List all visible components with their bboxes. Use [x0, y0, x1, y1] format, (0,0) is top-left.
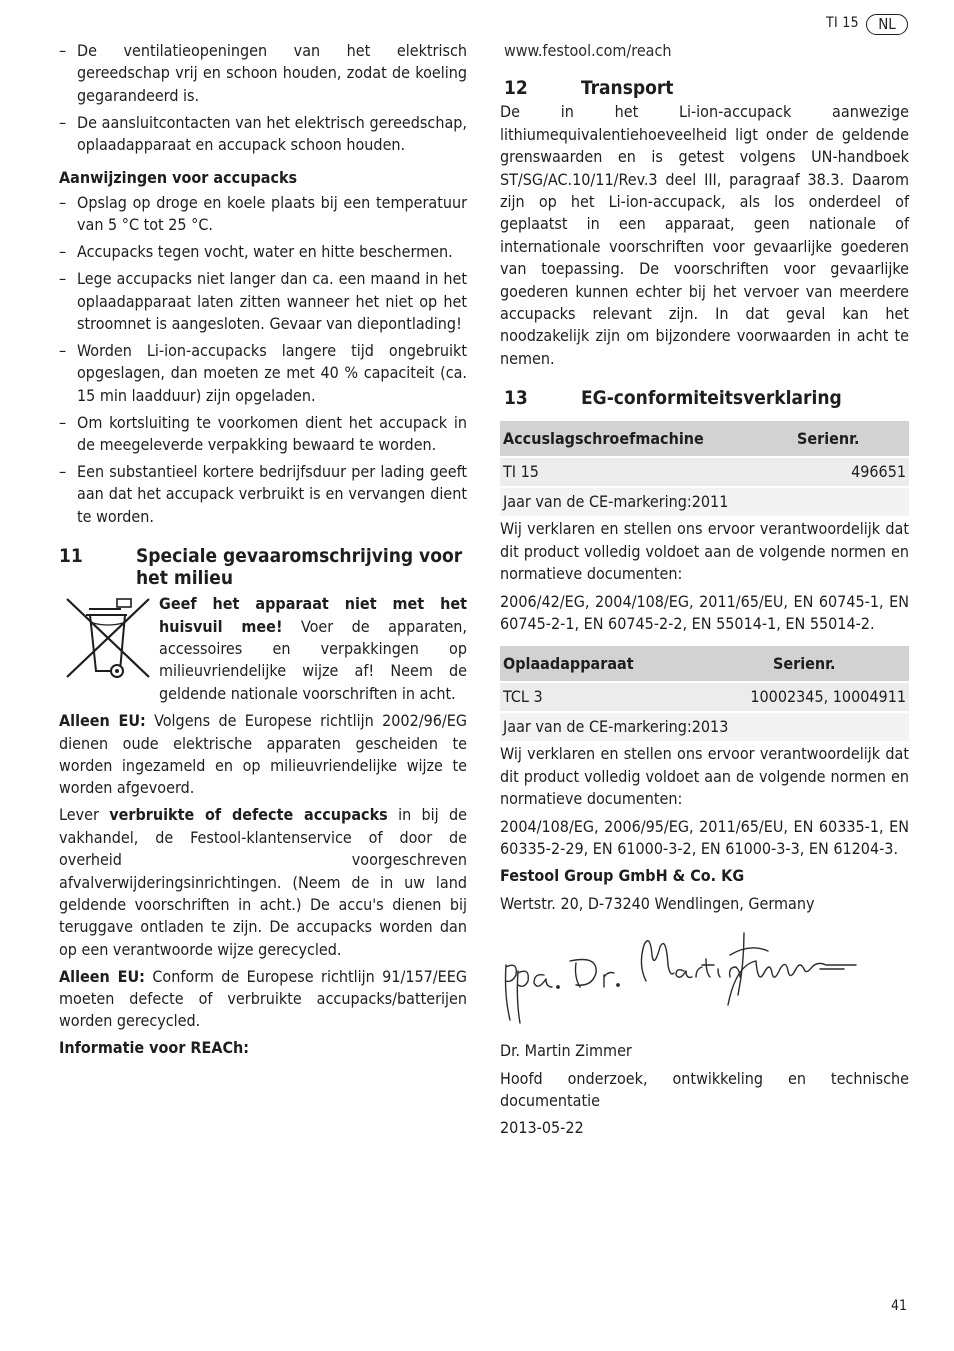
left-column: [59, 40, 467, 1060]
ce-marking-year: Jaar van de CE-markering:2013: [503, 717, 729, 737]
return-text-bold: verbruikte of defecte accupacks: [109, 805, 388, 825]
declaration-date: 2013-05-22: [500, 1118, 584, 1138]
return-text-pre: Lever: [59, 805, 110, 825]
product-serial: 10002345, 10004911: [750, 687, 906, 707]
company-address: Wertstr. 20, D-73240 Wendlingen, Germany: [500, 893, 815, 913]
page-number: 41: [891, 1298, 908, 1314]
signer-role: Hoofd onderzoek, ontwikkeling en technische documentatie: [500, 1068, 909, 1110]
column-header-product: Oplaadapparaat: [503, 653, 634, 673]
section-13-heading: [500, 387, 909, 409]
section-title: Transport: [581, 77, 674, 100]
product-model: TI 15: [503, 462, 539, 482]
table-header: [500, 646, 909, 681]
handwritten-signature: [500, 925, 860, 1035]
list-item: – De ventilatieopeningen van het elektrisch gereedschap vrij en schoon houden, zodat de koeling gegarandeerd is.: [59, 40, 467, 107]
header-model: TI 15: [826, 15, 859, 31]
crossed-bin-icon: [59, 593, 155, 681]
section-number: 13: [504, 387, 528, 410]
ce-marking-year: Jaar van de CE-markering:2011: [503, 492, 729, 512]
list-item: – Een substantieel kortere bedrijfsduur per lading geeft aan dat het accupack verbruikt is en vervangen dient te worden.: [59, 461, 467, 528]
eu-text: Volgens de Europese richtlijn 2002/96/EG dienen oude elektrische apparaten gescheiden te worden ingezameld en op milieuvriendelijke wijze te worden afgevoerd.: [59, 711, 468, 798]
eu-label: Alleen EU:: [59, 966, 145, 986]
weee-text: Voer de apparaten, accessoires en verpakkingen op milieuvriendelijke wijze af! Neem de geldende nationale voorschriften in acht.: [159, 616, 467, 703]
column-header-product: Accuslagschroefmachine: [503, 428, 704, 448]
transport-paragraph: De in het Li-ion-accupack aanwezige lithiumequivalentiehoeveelheid ligt onder de geldende grenswaarden en is getest volgens UN-handboek ST/SG/AC.10/11/Rev.3 deel III, paragraaf 38.3. Daarom zijn op het Li-ion-accupack, als los onderdeel of geplaatst in een apparaat, geen nationale of internationale voorschriften voor gevaarlijke goederen van toepassing. De voorschriften voor gevaarlijke goederen kunnen echter bij het vervoer van meerdere accupacks relevant zijn. In dat geval kan het noodzakelijk zijn om bijzondere voorwaarden in acht te nemen.: [500, 102, 909, 368]
section-title: EG-conformiteitsverklaring: [581, 387, 842, 410]
section-12-heading: [500, 77, 909, 99]
list-item: – Worden Li-ion-accupacks langere tijd ongebruikt opgeslagen, dan moeten ze met 40 % capaciteit (ca. 15 min laadduur) zijn opgeladen.: [59, 340, 467, 407]
norms-paragraph-1: 2006/42/EG, 2004/108/EG, 2011/65/EU, EN 60745-1, EN 60745-2-1, EN 60745-2-2, EN 55014-1, EN 55014-2.: [500, 591, 909, 633]
declaration-paragraph-2: Wij verklaren en stellen ons ervoor verantwoordelijk dat dit product volledig voldoet aan de volgende normen en normatieve documenten:: [500, 744, 909, 809]
company-name: Festool Group GmbH & Co. KG: [500, 866, 745, 886]
battery-bullet-list: [59, 192, 467, 528]
weee-paragraph: [159, 593, 467, 705]
right-column: [500, 40, 909, 1140]
table-row: [500, 458, 909, 486]
weee-warning: Geef het apparaat niet met het huisvuil mee!: [159, 594, 467, 636]
return-battery-paragraph: [59, 804, 467, 961]
reach-heading: Informatie voor REACh:: [59, 1038, 250, 1058]
list-item: – Lege accupacks niet langer dan ca. een maand in het oplaadapparaat laten zitten wanneer het niet op het stroomnet is aangesloten. Gevaar van diepontlading!: [59, 268, 467, 335]
return-text-post: in bij de vakhandel, de Festool-klantenservice of door de overheid voorgeschreven afvalverwijderingsinrichtingen. (Neem de in uw land geldende voorschriften in acht.) De accu's dienen bij teruggave ontladen te zijn. De accupacks worden dan op een verantwoorde wijze gerecycled.: [59, 805, 468, 959]
column-header-serial: Serienr.: [797, 428, 860, 448]
section-number: 11: [59, 545, 83, 568]
section-number: 12: [504, 77, 528, 100]
maintenance-bullet-list: [59, 40, 467, 157]
reach-link[interactable]: www.festool.com/reach: [504, 41, 672, 60]
table-row: [500, 488, 909, 516]
list-item: – Accupacks tegen vocht, water en hitte beschermen.: [59, 241, 467, 263]
language-badge: NL: [866, 14, 908, 35]
eu-label: Alleen EU:: [59, 711, 146, 731]
list-item: – Om kortsluiting te voorkomen dient het accupack in de meegeleverde verpakking bewaard te worden.: [59, 412, 467, 457]
conformity-table-2: [500, 646, 909, 741]
table-row: [500, 683, 909, 711]
eu-paragraph-2: [59, 966, 467, 1033]
declaration-paragraph-1: Wij verklaren en stellen ons ervoor verantwoordelijk dat dit product volledig voldoet aan de volgende normen en normatieve documenten:: [500, 519, 909, 584]
section-title: Speciale gevaaromschrijving voor het milieu: [136, 545, 463, 590]
eu-paragraph-1: [59, 710, 467, 800]
product-model: TCL 3: [503, 687, 543, 707]
product-serial: 496651: [851, 462, 906, 482]
conformity-table-1: [500, 421, 909, 516]
norms-paragraph-2: 2004/108/EG, 2006/95/EG, 2011/65/EU, EN 60335-1, EN 60335-2-29, EN 61000-3-2, EN 61000-3-3, EN 61204-3.: [500, 816, 909, 858]
list-item: – Opslag op droge en koele plaats bij een temperatuur van 5 °C tot 25 °C.: [59, 192, 467, 237]
section-11-heading: [59, 545, 467, 589]
column-header-serial: Serienr.: [773, 653, 836, 673]
list-item: – De aansluitcontacten van het elektrisch gereedschap, oplaadapparaat en accupack schoon houden.: [59, 112, 467, 157]
table-header: [500, 421, 909, 456]
signer-name: Dr. Martin Zimmer: [500, 1041, 632, 1061]
battery-notes-heading: Aanwijzingen voor accupacks: [59, 167, 298, 187]
eu-text: Conform de Europese richtlijn 91/157/EEG moeten defecte of verbruikte accupacks/batterijen worden gerecycled.: [59, 966, 467, 1031]
table-row: [500, 713, 909, 741]
weee-block: [59, 593, 467, 705]
